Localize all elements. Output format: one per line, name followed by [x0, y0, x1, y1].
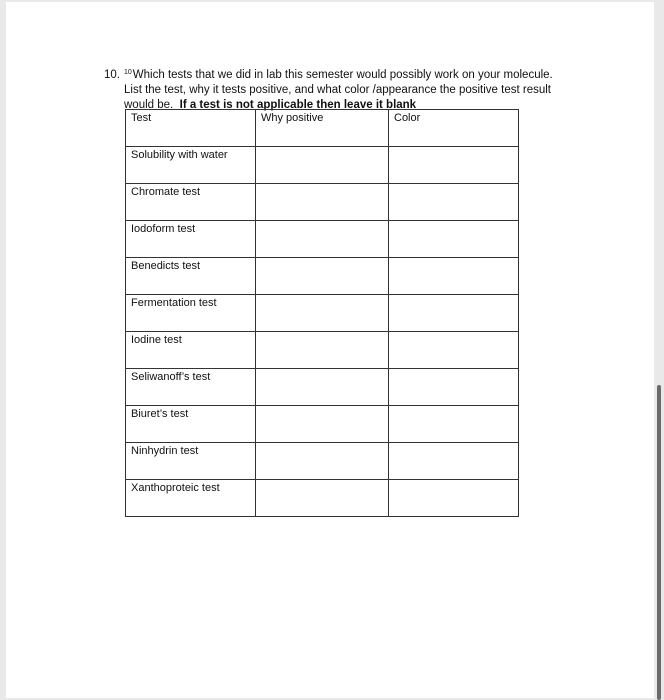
scrollbar-thumb[interactable] [657, 385, 661, 700]
cell-why-positive[interactable] [256, 295, 389, 332]
cell-why-positive[interactable] [256, 443, 389, 480]
question-line-2: List the test, why it tests positive, and what color /appearance the positive test result [124, 84, 551, 96]
cell-test-name: Chromate test [126, 184, 256, 221]
cell-test-name: Iodoform test [126, 221, 256, 258]
question-instruction: If a test is not applicable then leave it blank [179, 99, 417, 111]
header-color: Color [389, 110, 519, 147]
table-row [126, 332, 519, 369]
question-block [104, 65, 574, 113]
cell-test-name: Iodine test [126, 332, 256, 369]
question-superscript: 10 [124, 69, 132, 76]
table-row [126, 258, 519, 295]
cell-color[interactable] [389, 221, 519, 258]
cell-color[interactable] [389, 369, 519, 406]
cell-why-positive[interactable] [256, 147, 389, 184]
cell-test-name: Solubility with water [126, 147, 256, 184]
question-line-3-prefix: would be. [124, 99, 174, 111]
cell-why-positive[interactable] [256, 221, 389, 258]
table-row [126, 221, 519, 258]
cell-test-name: Ninhydrin test [126, 443, 256, 480]
tests-table [125, 109, 519, 517]
table-row [126, 295, 519, 332]
table-row [126, 147, 519, 184]
cell-test-name: Xanthoproteic test [126, 480, 256, 517]
table-row [126, 480, 519, 517]
table-header-row [126, 110, 519, 147]
cell-color[interactable] [389, 332, 519, 369]
question-number: 10. [104, 69, 120, 81]
header-test: Test [126, 110, 256, 147]
cell-why-positive[interactable] [256, 184, 389, 221]
table-row [126, 443, 519, 480]
cell-color[interactable] [389, 295, 519, 332]
cell-color[interactable] [389, 184, 519, 221]
cell-color[interactable] [389, 406, 519, 443]
cell-color[interactable] [389, 443, 519, 480]
cell-why-positive[interactable] [256, 480, 389, 517]
cell-why-positive[interactable] [256, 369, 389, 406]
cell-test-name: Biuret’s test [126, 406, 256, 443]
cell-test-name: Fermentation test [126, 295, 256, 332]
table-body [126, 147, 519, 517]
scrollbar-track[interactable] [654, 0, 664, 700]
table-row [126, 184, 519, 221]
table-row [126, 369, 519, 406]
cell-test-name: Seliwanoff’s test [126, 369, 256, 406]
cell-why-positive[interactable] [256, 406, 389, 443]
cell-test-name: Benedicts test [126, 258, 256, 295]
header-why-positive: Why positive [256, 110, 389, 147]
cell-color[interactable] [389, 147, 519, 184]
cell-why-positive[interactable] [256, 332, 389, 369]
cell-why-positive[interactable] [256, 258, 389, 295]
cell-color[interactable] [389, 480, 519, 517]
table-row [126, 406, 519, 443]
cell-color[interactable] [389, 258, 519, 295]
question-line-1: Which tests that we did in lab this semester would possibly work on your molecule. [132, 69, 553, 81]
